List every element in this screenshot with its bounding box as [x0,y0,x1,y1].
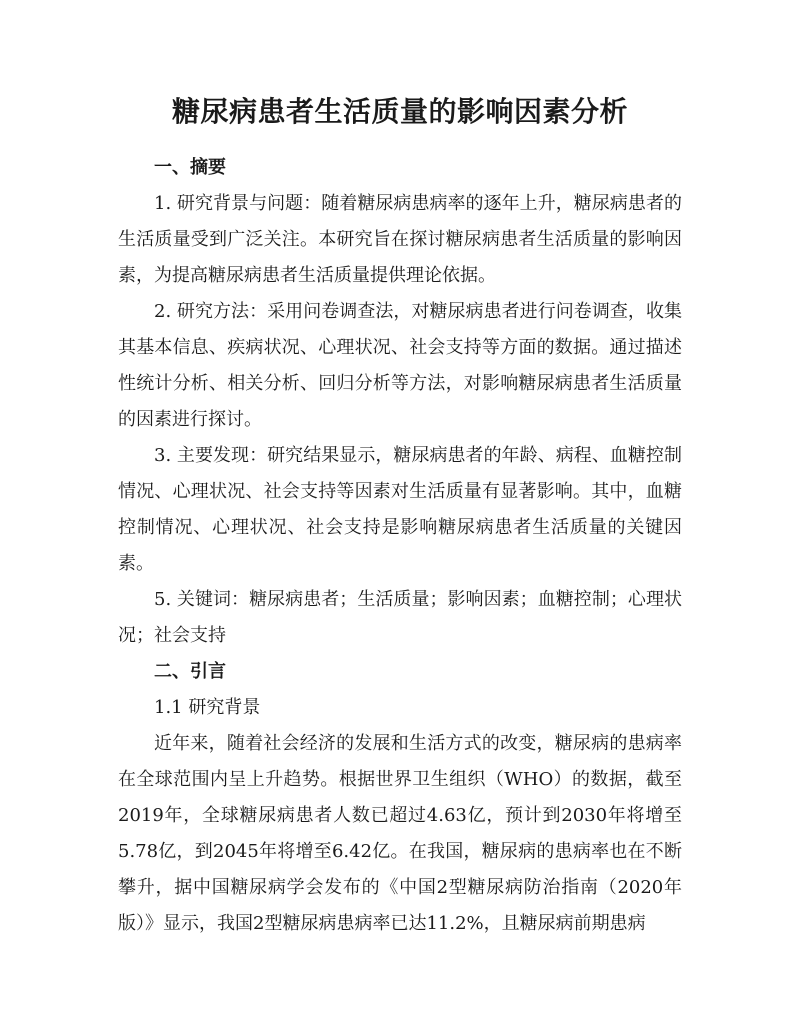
section-introduction [118,654,682,942]
document-title: 糖尿病患者生活质量的影响因素分析 [171,95,628,128]
paragraph-background: 1. 研究背景与问题：随着糖尿病患病率的逐年上升，糖尿病患者的生活质量受到广泛关注。本研究旨在探讨糖尿病患者生活质量的影响因素，为提高糖尿病患者生活质量提供理论依据。 [118,193,682,286]
paragraph-findings: 3. 主要发现：研究结果显示，糖尿病患者的年龄、病程、血糖控制情况、心理状况、社会支持等因素对生活质量有显著影响。其中，血糖控制情况、心理状况、社会支持是影响糖尿病患者生活质量的关键因素。 [118,445,682,574]
subsection-heading-background: 1.1 研究背景 [154,697,261,718]
section-heading-introduction: 二、引言 [154,661,226,682]
paragraph-intro-background: 近年来，随着社会经济的发展和生活方式的改变，糖尿病的患病率在全球范围内呈上升趋势。根据世界卫生组织（WHO）的数据，截至2019年，全球糖尿病患者人数已超过4.63亿，预计到2030年将增至5.78亿，到2045年将增至6.42亿。在我国，糖尿病的患病率也在不断攀升，据中国糖尿病学会发布的《中国2型糖尿病防治指南（2020年版）》显示，我国2型糖尿病患病率已达11.2%，且糖尿病前期患病 [118,733,682,934]
section-abstract [118,150,682,654]
paragraph-keywords: 5. 关键词：糖尿病患者；生活质量；影响因素；血糖控制；心理状况；社会支持 [118,589,682,646]
document-page [118,92,682,942]
paragraph-methods: 2. 研究方法：采用问卷调查法，对糖尿病患者进行问卷调查，收集其基本信息、疾病状况、心理状况、社会支持等方面的数据。通过描述性统计分析、相关分析、回归分析等方法，对影响糖尿病患者生活质量的因素进行探讨。 [118,301,682,430]
section-heading-abstract: 一、摘要 [154,157,226,178]
